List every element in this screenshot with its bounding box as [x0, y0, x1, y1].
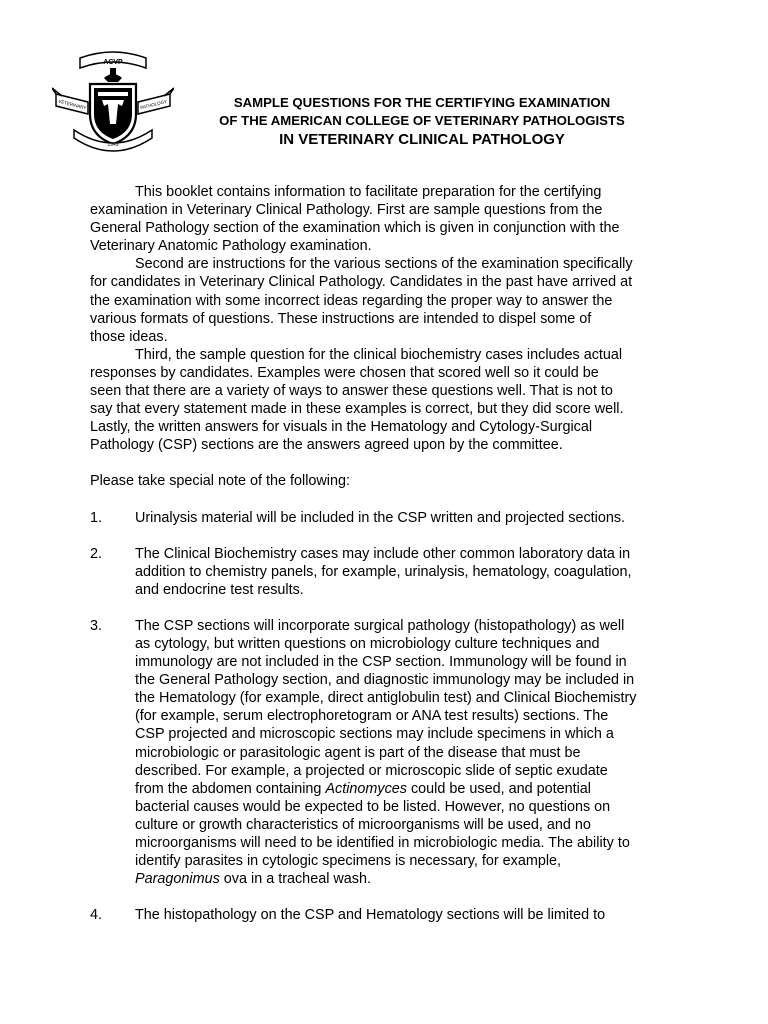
text-segment: ova in a tracheal wash.: [219, 871, 371, 888]
seal-ribbon-left: VETERINARY: [57, 98, 87, 111]
item-number: 2.: [90, 545, 103, 562]
title-line-1: SAMPLE QUESTIONS FOR THE CERTIFYING EXAMINATION: [233, 95, 611, 110]
text-line: for candidates in Veterinary Clinical Pathology. Candidates in the past have arrived at: [90, 274, 633, 291]
document-title: [180, 94, 664, 150]
list-item-3: [90, 617, 690, 888]
text-segment: from the abdomen containing: [135, 780, 326, 797]
text-line: CSP projected and microscopic sections may include specimens in which a: [135, 726, 614, 743]
text-line: as cytology, but written questions on microbiology culture techniques and: [135, 635, 600, 652]
intro-paragraph-1: [90, 183, 690, 255]
text-line: Urinalysis material will be included in the CSP written and projected sections.: [135, 509, 626, 526]
text-line: microbiologic or parasitologic agent is part of the disease that must be: [135, 744, 581, 761]
text-line: responses by candidates. Examples were chosen that scored well so it could be: [90, 364, 599, 381]
item-number: 4.: [90, 907, 103, 924]
title-line-2: OF THE AMERICAN COLLEGE OF VETERINARY PATHOLOGISTS: [219, 113, 625, 128]
text-line: those ideas.: [90, 328, 168, 345]
acvp-seal-logo: [52, 44, 174, 156]
intro-paragraph-2: [90, 255, 690, 345]
list-item-2: [90, 545, 690, 599]
text-line: say that every statement made in these examples is correct, but they did score well.: [90, 401, 624, 418]
text-line: identify parasites in cytologic specimens is necessary, for example,: [135, 853, 562, 870]
text-line-with-italic: [135, 780, 690, 798]
text-line: and endocrine test results.: [135, 581, 304, 598]
text-line: seen that there are a variety of ways to answer these questions well. That is not to: [90, 383, 613, 400]
text-line-with-italic: [135, 870, 690, 888]
list-item-1: [90, 509, 690, 527]
intro-paragraph-3: [90, 346, 690, 455]
text-line: culture or growth characteristics of microorganisms will be used, and no: [135, 816, 591, 833]
special-note-heading: Please take special note of the following:: [90, 473, 350, 490]
italic-term-actinomyces: Actinomyces: [325, 780, 407, 797]
list-item-4: [90, 906, 690, 924]
text-line: the General Pathology section, and diagnostic immunology may be included in: [135, 672, 635, 689]
text-line: bacterial causes would be expected to be listed. However, no questions on: [135, 798, 611, 815]
text-line: various formats of questions. These instructions are intended to dispel some of: [90, 310, 592, 327]
text-line: addition to chemistry panels, for example, urinalysis, hematology, coagulation,: [135, 563, 632, 580]
seal-ribbon-bottom: 1949: [107, 142, 119, 148]
text-line: The CSP sections will incorporate surgical pathology (histopathology) as well: [135, 617, 625, 634]
text-line: Lastly, the written answers for visuals in the Hematology and Cytology-Surgical: [90, 419, 593, 436]
text-line: General Pathology section of the examination which is given in conjunction with the: [90, 220, 620, 237]
text-line: immunology are not included in the CSP section. Immunology will be found in: [135, 654, 627, 671]
text-line: The Clinical Biochemistry cases may include other common laboratory data in: [135, 545, 631, 562]
seal-ribbon-right: PATHOLOGY: [139, 98, 168, 111]
text-line: Third, the sample question for the clinical biochemistry cases includes actual: [135, 346, 623, 363]
item-number: 1.: [90, 509, 103, 526]
text-line: Pathology (CSP) sections are the answers agreed upon by the committee.: [90, 437, 563, 454]
text-line: the examination with some incorrect ideas regarding the proper way to answer the: [90, 292, 613, 309]
text-line: This booklet contains information to facilitate preparation for the certifying: [135, 184, 602, 200]
text-line: examination in Veterinary Clinical Pathology. First are sample questions from the: [90, 202, 603, 219]
item-number: 3.: [90, 617, 103, 634]
text-segment: could be used, and potential: [406, 780, 592, 797]
text-line: The histopathology on the CSP and Hematology sections will be limited to: [135, 907, 606, 924]
italic-term-paragonimus: Paragonimus: [135, 871, 220, 888]
text-line: the Hematology (for example, direct antiglobulin test) and Clinical Biochemistry: [135, 690, 637, 707]
text-line: (for example, serum electrophoretogram or ANA test results) sections. The: [135, 708, 609, 725]
text-line: described. For example, a projected or microscopic slide of septic exudate: [135, 762, 608, 779]
text-line: Veterinary Anatomic Pathology examination.: [90, 238, 372, 255]
text-line: Second are instructions for the various sections of the examination specifically: [135, 256, 633, 273]
title-line-3: IN VETERINARY CLINICAL PATHOLOGY: [279, 131, 565, 148]
document-body: [90, 183, 690, 924]
seal-banner-text: ACVP: [103, 59, 123, 66]
text-line: microorganisms will need to be identified in microbiologic media. The ability to: [135, 835, 630, 851]
